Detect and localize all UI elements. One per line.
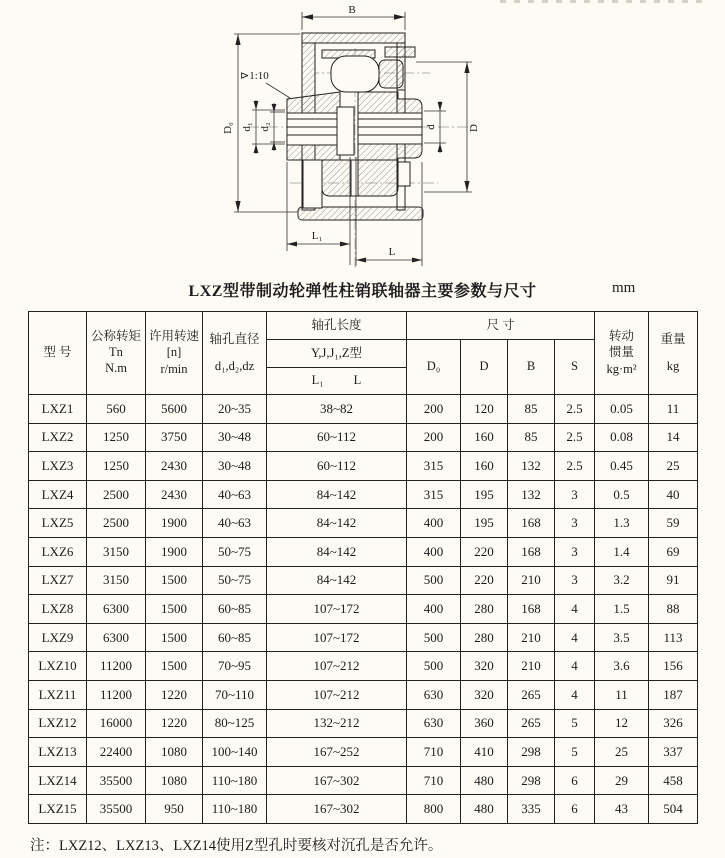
value-cell: 70~95 [203, 652, 267, 681]
value-cell: 107~172 [267, 623, 407, 652]
value-cell: 298 [508, 766, 555, 795]
value-cell: 30~48 [203, 423, 267, 452]
value-cell: 400 [407, 509, 461, 538]
table-row [29, 423, 698, 452]
header-bore-length-types: Y,J,J₁,Z型 [267, 340, 407, 368]
dim-label-d1: d₁ [241, 122, 253, 132]
value-cell: 11200 [87, 680, 146, 709]
dim-label-d: d [425, 124, 437, 130]
table-header [29, 312, 698, 395]
value-cell: 195 [461, 509, 508, 538]
value-cell: 11 [649, 395, 698, 424]
value-cell: 1900 [146, 537, 203, 566]
dim-label-D: D [468, 124, 480, 132]
value-cell: 5600 [146, 395, 203, 424]
header-inertia-line3: kg·m² [606, 361, 637, 376]
value-cell: 88 [649, 595, 698, 624]
value-cell: 168 [508, 509, 555, 538]
value-cell: 1220 [146, 680, 203, 709]
header-bore-line1: 轴孔直径 [209, 331, 260, 346]
value-cell: 50~75 [203, 537, 267, 566]
header-L: L [353, 373, 362, 388]
header-speed-line3: r/min [160, 361, 188, 376]
value-cell: 14 [649, 423, 698, 452]
value-cell: 167~302 [267, 795, 407, 824]
value-cell: 504 [649, 795, 698, 824]
model-cell: LXZ2 [29, 423, 87, 452]
value-cell: 630 [407, 680, 461, 709]
value-cell: 20~35 [203, 395, 267, 424]
model-cell: LXZ1 [29, 395, 87, 424]
value-cell: 84~142 [267, 509, 407, 538]
value-cell: 60~112 [267, 423, 407, 452]
value-cell: 950 [146, 795, 203, 824]
value-cell: 107~172 [267, 595, 407, 624]
value-cell: 1500 [146, 623, 203, 652]
header-speed [146, 312, 203, 395]
table-row [29, 595, 698, 624]
table-row [29, 623, 698, 652]
value-cell: 2500 [87, 509, 146, 538]
lower-hub [303, 160, 410, 208]
table-row [29, 395, 698, 424]
value-cell: 560 [87, 395, 146, 424]
value-cell: 195 [461, 480, 508, 509]
value-cell: 500 [407, 652, 461, 681]
dim-label-d2: d₂ [259, 122, 271, 132]
dim-label-D0: D₀ [222, 122, 234, 134]
value-cell: 2430 [146, 452, 203, 481]
table-row [29, 537, 698, 566]
value-cell: 3.5 [595, 623, 649, 652]
value-cell: 29 [595, 766, 649, 795]
model-cell: LXZ8 [29, 595, 87, 624]
value-cell: 3 [555, 480, 595, 509]
value-cell: 5 [555, 738, 595, 767]
value-cell: 220 [461, 537, 508, 566]
model-cell: LXZ7 [29, 566, 87, 595]
value-cell: 107~212 [267, 680, 407, 709]
value-cell: 320 [461, 652, 508, 681]
value-cell: 25 [595, 738, 649, 767]
value-cell: 480 [461, 795, 508, 824]
value-cell: 35500 [87, 795, 146, 824]
header-torque-line2: N.m [105, 361, 127, 376]
value-cell: 0.08 [595, 423, 649, 452]
value-cell: 500 [407, 623, 461, 652]
value-cell: 6300 [87, 623, 146, 652]
value-cell: 167~252 [267, 738, 407, 767]
value-cell: 3.6 [595, 652, 649, 681]
value-cell: 85 [508, 395, 555, 424]
value-cell: 168 [508, 537, 555, 566]
value-cell: 100~140 [203, 738, 267, 767]
value-cell: 0.45 [595, 452, 649, 481]
value-cell: 210 [508, 623, 555, 652]
value-cell: 35500 [87, 766, 146, 795]
value-cell: 91 [649, 566, 698, 595]
value-cell: 168 [508, 595, 555, 624]
header-inertia-line2: 惯量 [609, 345, 635, 360]
value-cell: 1500 [146, 652, 203, 681]
value-cell: 70~110 [203, 680, 267, 709]
header-inertia [595, 312, 649, 395]
value-cell: 3 [555, 537, 595, 566]
value-cell: 710 [407, 738, 461, 767]
coupling-section-drawing [0, 0, 725, 278]
parameter-table [28, 311, 698, 824]
value-cell: 3750 [146, 423, 203, 452]
value-cell: 710 [407, 766, 461, 795]
value-cell: 500 [407, 566, 461, 595]
header-inertia-line1: 转动 [609, 328, 635, 343]
value-cell: 132 [508, 452, 555, 481]
model-cell: LXZ12 [29, 709, 87, 738]
header-bore-line2: d₁,d₂,dz [214, 358, 255, 373]
value-cell: 11200 [87, 652, 146, 681]
model-cell: LXZ14 [29, 766, 87, 795]
left-half-coupling [287, 92, 340, 160]
value-cell: 800 [407, 795, 461, 824]
value-cell: 69 [649, 537, 698, 566]
taper-leader-line [266, 83, 290, 98]
value-cell: 410 [461, 738, 508, 767]
value-cell: 110~180 [203, 766, 267, 795]
title-row [0, 278, 725, 302]
header-torque-line1: 公称转矩Tn [90, 329, 141, 359]
value-cell: 84~142 [267, 537, 407, 566]
table-row [29, 680, 698, 709]
value-cell: 480 [461, 766, 508, 795]
table-body [29, 395, 698, 824]
value-cell: 38~82 [267, 395, 407, 424]
value-cell: 60~85 [203, 595, 267, 624]
model-cell: LXZ11 [29, 680, 87, 709]
header-dim-D0: D₀ [407, 340, 461, 395]
header-dim-S: S [555, 340, 595, 395]
header-dim-B: B [508, 340, 555, 395]
value-cell: 2500 [87, 480, 146, 509]
value-cell: 187 [649, 680, 698, 709]
value-cell: 107~212 [267, 652, 407, 681]
taper-label: ⊳1:10 [240, 70, 269, 82]
value-cell: 3 [555, 566, 595, 595]
value-cell: 1080 [146, 738, 203, 767]
value-cell: 360 [461, 709, 508, 738]
value-cell: 1220 [146, 709, 203, 738]
value-cell: 4 [555, 623, 595, 652]
model-cell: LXZ15 [29, 795, 87, 824]
value-cell: 280 [461, 595, 508, 624]
value-cell: 265 [508, 680, 555, 709]
value-cell: 0.5 [595, 480, 649, 509]
unit-label: mm [612, 280, 636, 296]
value-cell: 160 [461, 452, 508, 481]
value-cell: 59 [649, 509, 698, 538]
value-cell: 1.3 [595, 509, 649, 538]
value-cell: 220 [461, 566, 508, 595]
value-cell: 2.5 [555, 395, 595, 424]
table-row [29, 709, 698, 738]
value-cell: 1250 [87, 452, 146, 481]
value-cell: 2.5 [555, 452, 595, 481]
header-model: 型 号 [29, 312, 87, 395]
model-cell: LXZ13 [29, 738, 87, 767]
value-cell: 43 [595, 795, 649, 824]
value-cell: 400 [407, 595, 461, 624]
value-cell: 132~212 [267, 709, 407, 738]
value-cell: 1250 [87, 423, 146, 452]
value-cell: 12 [595, 709, 649, 738]
value-cell: 156 [649, 652, 698, 681]
value-cell: 25 [649, 452, 698, 481]
value-cell: 1500 [146, 566, 203, 595]
value-cell: 6300 [87, 595, 146, 624]
value-cell: 120 [461, 395, 508, 424]
value-cell: 3 [555, 509, 595, 538]
page-title: LXZ型带制动轮弹性柱销联轴器主要参数与尺寸 [188, 283, 537, 300]
dim-label-B: B [348, 4, 356, 16]
value-cell: 320 [461, 680, 508, 709]
table-row [29, 766, 698, 795]
table-row [29, 652, 698, 681]
model-cell: LXZ6 [29, 537, 87, 566]
table-row [29, 795, 698, 824]
table-row [29, 509, 698, 538]
value-cell: 2430 [146, 480, 203, 509]
value-cell: 6 [555, 766, 595, 795]
header-weight-line2: kg [666, 358, 680, 373]
value-cell: 1080 [146, 766, 203, 795]
value-cell: 60~112 [267, 452, 407, 481]
value-cell: 40~63 [203, 509, 267, 538]
header-speed-line1: 许用转速 [148, 328, 199, 343]
value-cell: 210 [508, 652, 555, 681]
value-cell: 132 [508, 480, 555, 509]
value-cell: 265 [508, 709, 555, 738]
value-cell: 30~48 [203, 452, 267, 481]
value-cell: 3150 [87, 566, 146, 595]
value-cell: 85 [508, 423, 555, 452]
value-cell: 4 [555, 652, 595, 681]
value-cell: 200 [407, 423, 461, 452]
dim-label-L: L [388, 246, 396, 258]
header-L1-L [267, 368, 407, 395]
header-weight-line1: 重量 [660, 331, 686, 346]
value-cell: 1900 [146, 509, 203, 538]
footnote: 注：LXZ12、LXZ13、LXZ14使用Z型孔时要核对沉孔是否允许。 [30, 838, 443, 854]
header-dim-D: D [461, 340, 508, 395]
value-cell: 210 [508, 566, 555, 595]
header-torque [87, 312, 146, 395]
value-cell: 60~85 [203, 623, 267, 652]
value-cell: 2.5 [555, 423, 595, 452]
header-L1: L₁ [311, 373, 324, 388]
table-row [29, 738, 698, 767]
value-cell: 3.2 [595, 566, 649, 595]
model-cell: LXZ9 [29, 623, 87, 652]
value-cell: 80~125 [203, 709, 267, 738]
model-cell: LXZ4 [29, 480, 87, 509]
value-cell: 113 [649, 623, 698, 652]
value-cell: 280 [461, 623, 508, 652]
header-bore-diameter [203, 312, 267, 395]
value-cell: 110~180 [203, 795, 267, 824]
table-row [29, 480, 698, 509]
header-weight [649, 312, 698, 395]
value-cell: 4 [555, 680, 595, 709]
dim-label-L1: L₁ [311, 230, 323, 242]
model-cell: LXZ10 [29, 652, 87, 681]
value-cell: 630 [407, 709, 461, 738]
value-cell: 335 [508, 795, 555, 824]
value-cell: 167~302 [267, 766, 407, 795]
value-cell: 1.4 [595, 537, 649, 566]
value-cell: 315 [407, 480, 461, 509]
value-cell: 337 [649, 738, 698, 767]
model-cell: LXZ3 [29, 452, 87, 481]
center-block [337, 107, 354, 155]
value-cell: 40 [649, 480, 698, 509]
value-cell: 400 [407, 537, 461, 566]
right-half-coupling [358, 92, 422, 160]
value-cell: 22400 [87, 738, 146, 767]
elastic-pin [322, 47, 415, 92]
value-cell: 4 [555, 595, 595, 624]
header-dimensions-group: 尺 寸 [407, 312, 595, 340]
model-cell: LXZ5 [29, 509, 87, 538]
value-cell: 84~142 [267, 480, 407, 509]
value-cell: 200 [407, 395, 461, 424]
value-cell: 298 [508, 738, 555, 767]
value-cell: 326 [649, 709, 698, 738]
value-cell: 11 [595, 680, 649, 709]
value-cell: 458 [649, 766, 698, 795]
value-cell: 160 [461, 423, 508, 452]
table-row [29, 452, 698, 481]
value-cell: 50~75 [203, 566, 267, 595]
header-speed-line2: [n] [166, 345, 182, 360]
value-cell: 40~63 [203, 480, 267, 509]
value-cell: 6 [555, 795, 595, 824]
value-cell: 3150 [87, 537, 146, 566]
table-row [29, 566, 698, 595]
value-cell: 84~142 [267, 566, 407, 595]
value-cell: 315 [407, 452, 461, 481]
value-cell: 0.05 [595, 395, 649, 424]
value-cell: 1500 [146, 595, 203, 624]
value-cell: 16000 [87, 709, 146, 738]
header-bore-length-group: 轴孔长度 [267, 312, 407, 340]
value-cell: 5 [555, 709, 595, 738]
value-cell: 1.5 [595, 595, 649, 624]
